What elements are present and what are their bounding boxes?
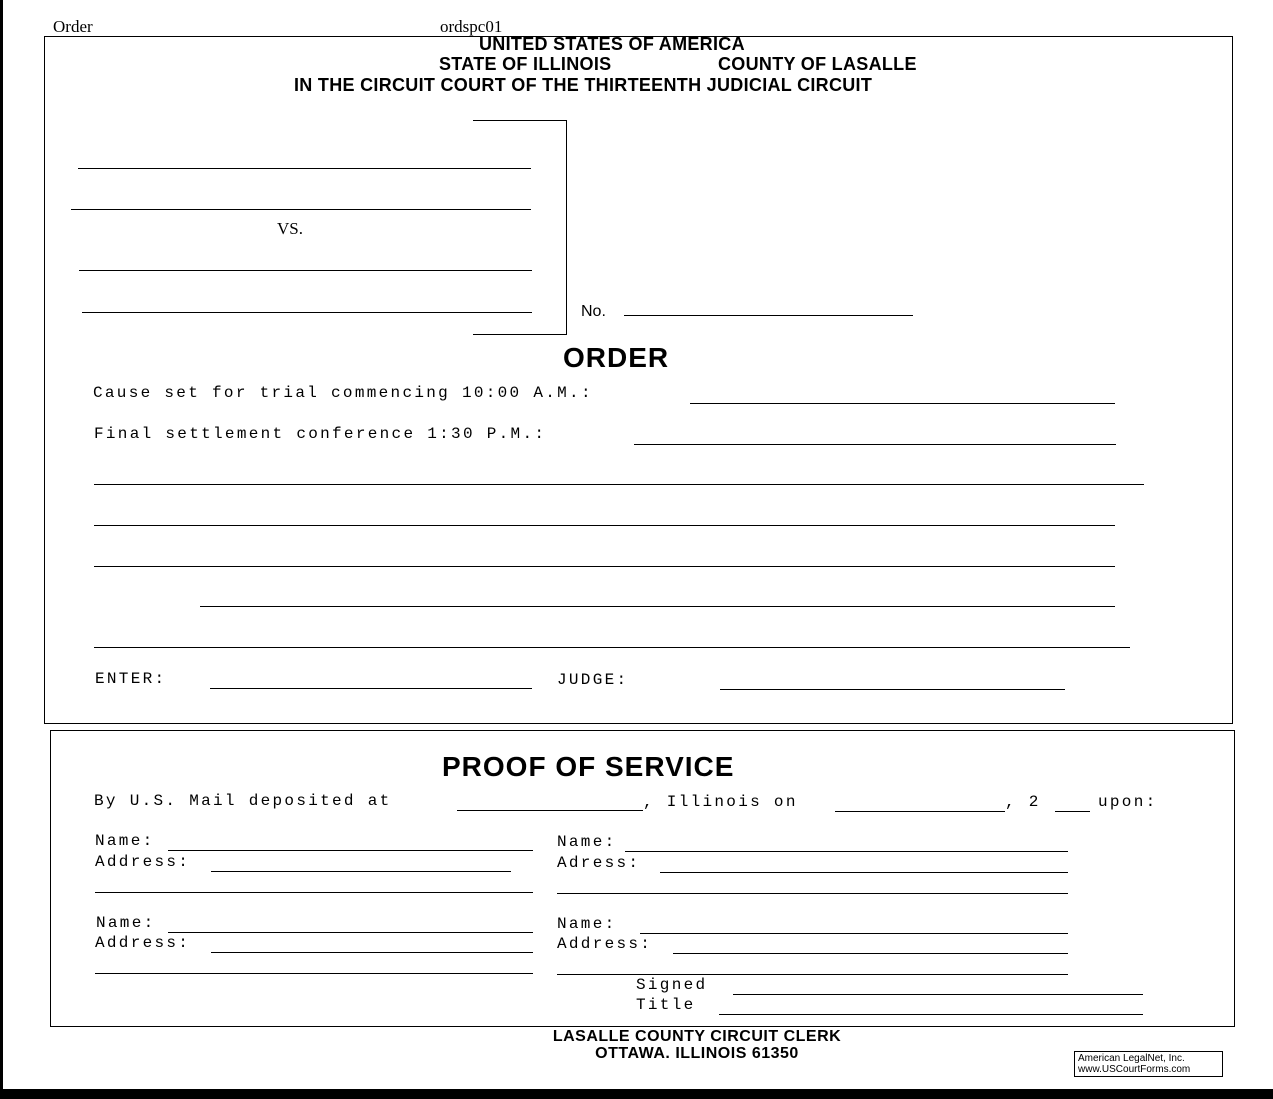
publisher-stamp <box>1074 1051 1223 1077</box>
proof-of-service-title: PROOF OF SERVICE <box>442 751 735 782</box>
vs-label: VS. <box>277 219 303 238</box>
order-line-5[interactable] <box>94 647 1130 648</box>
form-code: ordspc01 <box>440 17 503 36</box>
recipient-3-name-field[interactable] <box>168 932 533 933</box>
order-line-3[interactable] <box>94 566 1115 567</box>
settlement-date-field[interactable] <box>634 444 1116 445</box>
case-no-field[interactable] <box>624 315 913 316</box>
order-title: ORDER <box>563 342 670 373</box>
upon-label: upon: <box>1098 793 1158 811</box>
recipient-1-address-line-2[interactable] <box>95 892 533 893</box>
illinois-on-label: , Illinois on <box>643 793 798 811</box>
settlement-label: Final settlement conference 1:30 P.M.: <box>94 425 547 443</box>
publisher-url: www.USCourtForms.com <box>1078 1064 1191 1075</box>
recipient-3-address-label: Address: <box>95 934 191 952</box>
recipient-3-name-label: Name: <box>96 914 156 932</box>
trial-label: Cause set for trial commencing 10:00 A.M.: <box>93 384 593 402</box>
order-line-1[interactable] <box>94 484 1144 485</box>
defendant-line-1[interactable] <box>79 270 532 271</box>
recipient-3-address-field[interactable] <box>211 952 533 953</box>
year-prefix-label: , 2 <box>1005 793 1041 811</box>
form-title: Order <box>53 17 93 36</box>
order-form-box <box>44 36 1233 724</box>
plaintiff-line-2[interactable] <box>71 209 531 210</box>
header-country: UNITED STATES OF AMERICA <box>479 34 745 54</box>
clerk-address: OTTAWA. ILLINOIS 61350 <box>595 1045 799 1062</box>
recipient-1-address-field[interactable] <box>211 871 511 872</box>
header-court: IN THE CIRCUIT COURT OF THE THIRTEENTH JUDICIAL CIRCUIT <box>294 75 873 95</box>
order-line-4[interactable] <box>200 606 1115 607</box>
recipient-2-name-field[interactable] <box>625 851 1068 852</box>
header-county: COUNTY OF LASALLE <box>718 54 917 74</box>
recipient-1-name-label: Name: <box>95 832 155 850</box>
recipient-4-name-label: Name: <box>557 915 617 933</box>
case-no-label: No. <box>581 303 606 320</box>
defendant-line-2[interactable] <box>82 312 532 313</box>
enter-date-field[interactable] <box>210 688 532 689</box>
signed-field[interactable] <box>733 994 1143 995</box>
title-label: Title <box>636 996 696 1014</box>
recipient-4-name-field[interactable] <box>640 933 1068 934</box>
recipient-4-address-field[interactable] <box>673 953 1068 954</box>
deposited-at-field[interactable] <box>457 810 643 811</box>
plaintiff-line-1[interactable] <box>78 168 531 169</box>
recipient-1-address-label: Address: <box>95 853 191 871</box>
service-year-field[interactable] <box>1055 811 1090 812</box>
order-line-2[interactable] <box>94 525 1115 526</box>
recipient-2-address-line-2[interactable] <box>557 893 1068 894</box>
judge-label: JUDGE: <box>557 671 629 689</box>
caption-bracket <box>473 120 567 335</box>
judge-signature-field[interactable] <box>720 689 1065 690</box>
title-field[interactable] <box>719 1014 1143 1015</box>
recipient-2-name-label: Name: <box>557 833 617 851</box>
trial-date-field[interactable] <box>690 403 1115 404</box>
signed-label: Signed <box>636 976 708 994</box>
header-state: STATE OF ILLINOIS <box>439 54 612 74</box>
recipient-4-address-label: Address: <box>557 935 653 953</box>
recipient-2-address-label: Adress: <box>557 854 641 872</box>
recipient-3-address-line-2[interactable] <box>95 973 533 974</box>
clerk-name: LASALLE COUNTY CIRCUIT CLERK <box>552 1028 842 1045</box>
scan-edge-bottom <box>0 1089 1273 1099</box>
publisher-name: American LegalNet, Inc. <box>1078 1053 1185 1064</box>
mail-prefix-label: By U.S. Mail deposited at <box>94 792 392 810</box>
scan-edge-left <box>0 0 3 1099</box>
enter-label: ENTER: <box>95 670 167 688</box>
service-date-field[interactable] <box>835 811 1005 812</box>
recipient-1-name-field[interactable] <box>168 850 533 851</box>
recipient-4-address-line-2[interactable] <box>557 974 1068 975</box>
recipient-2-address-field[interactable] <box>660 872 1068 873</box>
